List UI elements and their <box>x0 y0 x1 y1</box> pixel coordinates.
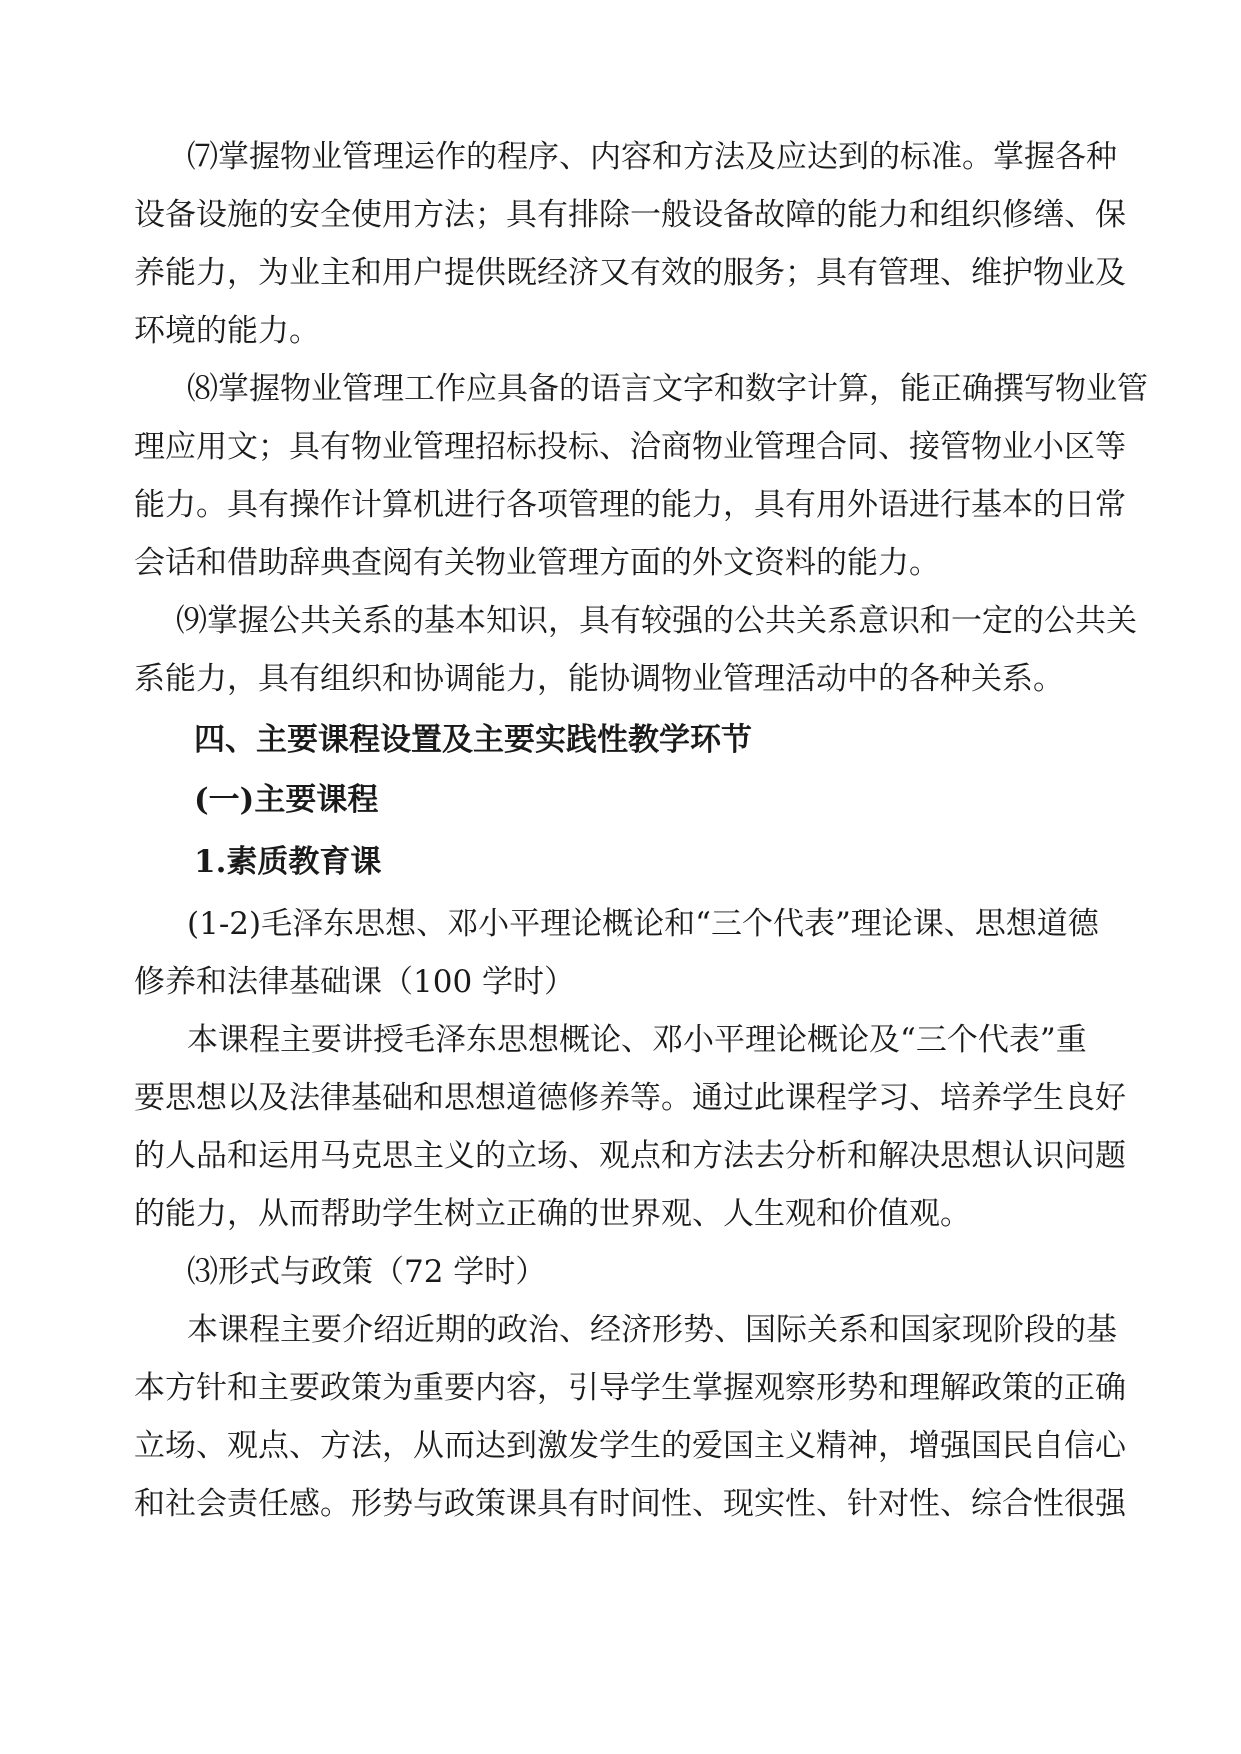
paragraph-7-line-4: 环境的能力。 <box>134 313 320 349</box>
course-3-desc-line-1: 本课程主要介绍近期的政治、经济形势、国际关系和国家现阶段的基 <box>187 1312 1117 1348</box>
course-1-2-desc-line-4: 的能力，从而帮助学生树立正确的世界观、人生观和价值观。 <box>134 1196 971 1232</box>
paragraph-7-line-1: ⑺掌握物业管理运作的程序、内容和方法及应达到的标准。掌握各种 <box>187 139 1117 175</box>
paragraph-8-line-4: 会话和借助辞典查阅有关物业管理方面的外文资料的能力。 <box>134 545 940 581</box>
course-1-2-desc-line-3: 的人品和运用马克思主义的立场、观点和方法去分析和解决思想认识问题 <box>134 1138 1126 1174</box>
section-heading-4: 四、主要课程设置及主要实践性教学环节 <box>194 722 752 758</box>
course-1-2-desc-line-2: 要思想以及法律基础和思想道德修养等。通过此课程学习、培养学生良好 <box>134 1080 1126 1116</box>
paragraph-8-line-1: ⑻掌握物业管理工作应具备的语言文字和数字计算，能正确撰写物业管 <box>187 371 1148 407</box>
course-1-2-title-line-1: (1-2)毛泽东思想、邓小平理论概论和“三个代表”理论课、思想道德 <box>187 906 1099 942</box>
course-1-2-desc-line-1: 本课程主要讲授毛泽东思想概论、邓小平理论概论及“三个代表”重 <box>187 1022 1087 1058</box>
course-3-desc-line-3: 立场、观点、方法，从而达到激发学生的爱国主义精神，增强国民自信心 <box>134 1428 1126 1464</box>
course-3-desc-line-2: 本方针和主要政策为重要内容，引导学生掌握观察形势和理解政策的正确 <box>134 1370 1126 1406</box>
paragraph-9-line-1: ⑼掌握公共关系的基本知识，具有较强的公共关系意识和一定的公共关 <box>176 603 1137 639</box>
course-3-title: ⑶形式与政策（72 学时） <box>187 1254 547 1290</box>
paragraph-9-line-2: 系能力，具有组织和协调能力，能协调物业管理活动中的各种关系。 <box>134 661 1064 697</box>
course-category-heading: 1.素质教育课 <box>194 844 382 880</box>
course-1-2-title-line-2: 修养和法律基础课（100 学时） <box>134 964 576 1000</box>
paragraph-8-line-3: 能力。具有操作计算机进行各项管理的能力，具有用外语进行基本的日常 <box>134 487 1126 523</box>
paragraph-8-line-2: 理应用文；具有物业管理招标投标、洽商物业管理合同、接管物业小区等 <box>134 429 1126 465</box>
course-3-desc-line-4: 和社会责任感。形势与政策课具有时间性、现实性、针对性、综合性很强 <box>134 1486 1126 1522</box>
subsection-heading-main-courses: (一)主要课程 <box>194 782 379 818</box>
paragraph-7-line-2: 设备设施的安全使用方法；具有排除一般设备故障的能力和组织修缮、保 <box>134 197 1126 233</box>
paragraph-7-line-3: 养能力，为业主和用户提供既经济又有效的服务；具有管理、维护物业及 <box>134 255 1126 291</box>
